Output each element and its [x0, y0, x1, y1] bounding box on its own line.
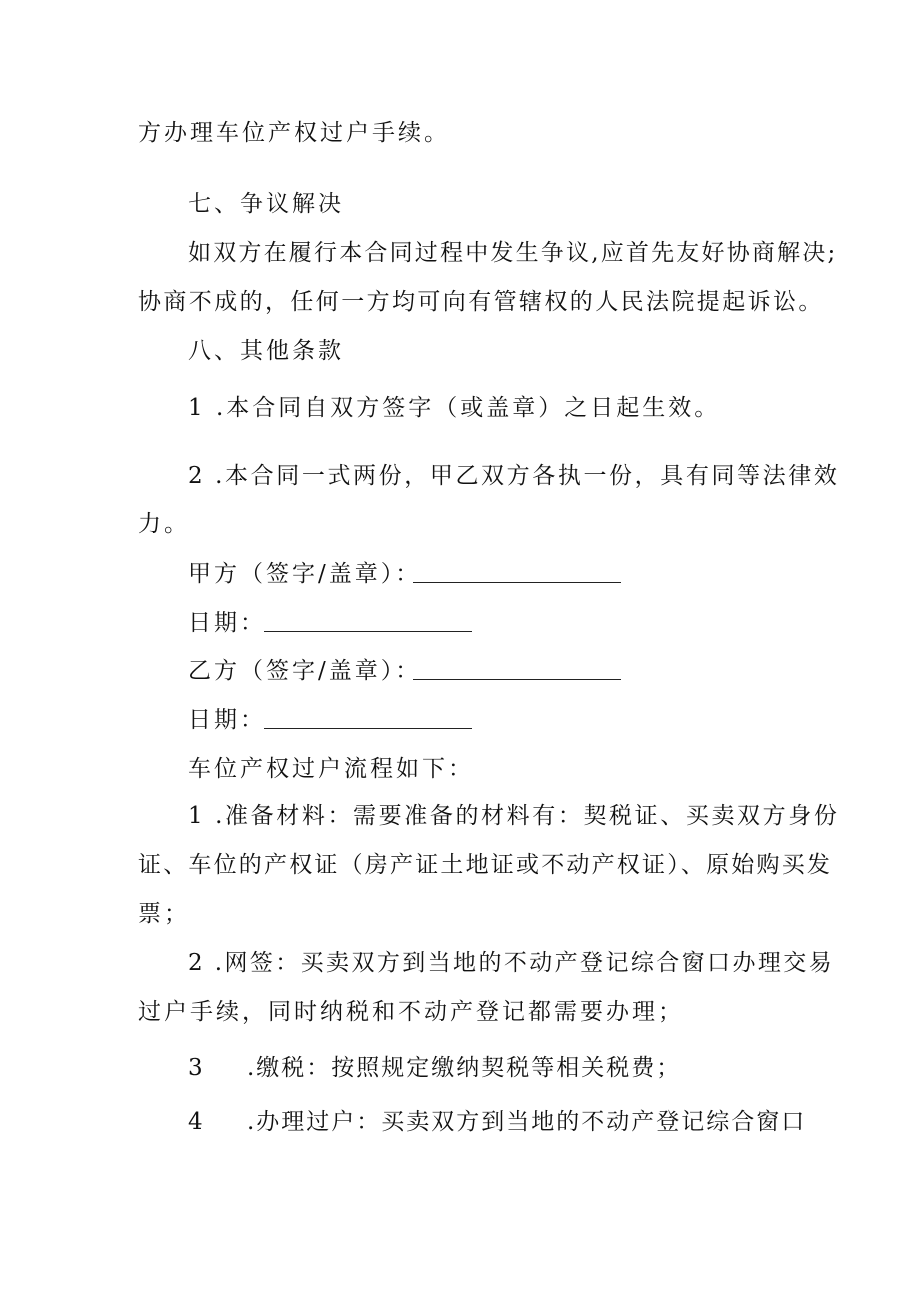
party-a-date-label: 日期：	[188, 610, 266, 636]
section-7-paragraph-line-1: 如双方在履行本合同过程中发生争议,应首先友好协商解决;	[188, 240, 838, 266]
clause-2-line-1: 2 .本合同一式两份，甲乙双方各执一份，具有同等法律效	[188, 463, 840, 489]
step-2-line-2: 过户手续，同时纳税和不动产登记都需要办理；	[138, 999, 684, 1025]
party-a-signature-label: 甲方（签字/盖章）：	[188, 561, 422, 587]
paragraph-transfer-end: 方办理车位产权过户手续。	[138, 120, 450, 146]
party-a-date-line	[264, 631, 472, 632]
section-8-heading: 八、其他条款	[188, 338, 344, 364]
section-7-heading: 七、争议解决	[188, 191, 344, 217]
party-b-signature-line	[413, 679, 621, 680]
party-b-signature-label: 乙方（签字/盖章）：	[188, 658, 422, 684]
process-intro: 车位产权过户流程如下：	[188, 756, 474, 782]
party-b-date-line	[264, 728, 472, 729]
step-1-line-3: 票；	[138, 901, 190, 927]
clause-2-line-2: 力。	[138, 511, 190, 537]
step-1-line-2: 证、车位的产权证（房产证土地证或不动产权证）、原始购买发	[138, 852, 833, 878]
section-7-paragraph-line-2: 协商不成的，任何一方均可向有管辖权的人民法院提起诉讼。	[138, 289, 824, 315]
step-1-line-1: 1 .准备材料：需要准备的材料有：契税证、买卖双方身份	[188, 803, 840, 829]
step-3-number: 3	[188, 1055, 203, 1081]
step-2-line-1: 2 .网签：买卖双方到当地的不动产登记综合窗口办理交易	[188, 950, 835, 976]
party-a-signature-line	[413, 582, 621, 583]
party-b-date-label: 日期：	[188, 707, 266, 733]
clause-1: 1 .本合同自双方签字（或盖章）之日起生效。	[188, 395, 721, 421]
step-3-text: .缴税：按照规定缴纳契税等相关税费；	[247, 1055, 682, 1081]
step-4-text: .办理过户：买卖双方到当地的不动产登记综合窗口	[247, 1109, 807, 1135]
step-4-number: 4	[188, 1109, 203, 1135]
